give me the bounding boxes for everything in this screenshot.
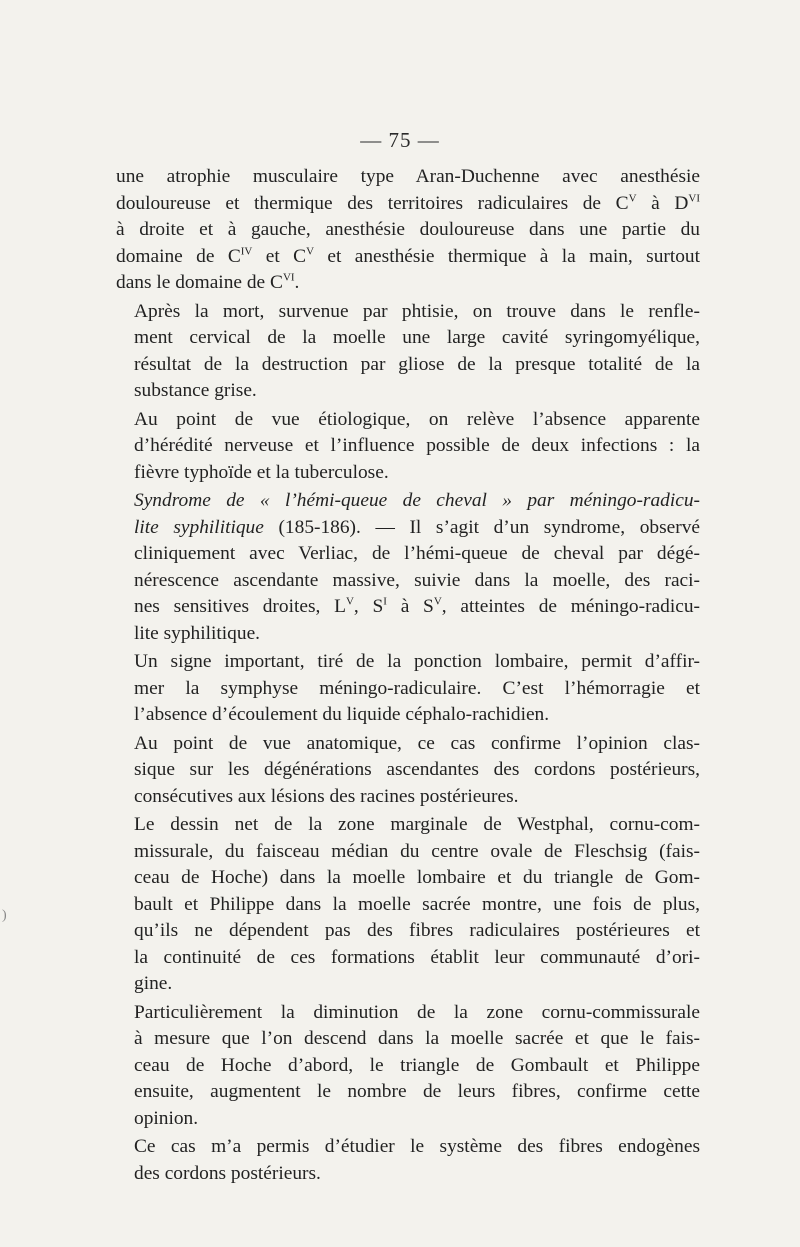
text-line: lite syphilitique (185-186). — Il s’agit d’un syndrome, observé bbox=[134, 516, 700, 538]
text-line: Après la mort, survenue par phtisie, on trouve dans le renfle- bbox=[134, 300, 700, 322]
text-line: à mesure que l’on descend dans la moelle sacrée et que le fais- bbox=[134, 1028, 700, 1049]
paragraph-1 bbox=[116, 164, 700, 297]
text-line: missurale, du faisceau médian du centre ovale de Fleschsig (fais- bbox=[134, 840, 700, 862]
paragraph-6 bbox=[116, 731, 700, 811]
paragraph-4 bbox=[116, 488, 700, 647]
text-line: Au point de vue étiologique, on relève l’absence apparente bbox=[134, 408, 700, 430]
text-line: dans le domaine de $C^{VI}$. bbox=[116, 271, 300, 293]
text-line: Le dessin net de la zone marginale de Westphal, cornu-com- bbox=[134, 814, 700, 835]
text-line: l’absence d’écoulement du liquide céphalo-rachidien. bbox=[134, 704, 550, 725]
text-line: lite syphilitique. bbox=[134, 622, 261, 644]
text-line: Particulièrement la diminution de la zone cornu-commissurale bbox=[134, 1001, 700, 1023]
text-line: ceau de Hoche) dans la moelle lombaire et du triangle de Gom- bbox=[134, 867, 700, 888]
paragraph-8 bbox=[116, 1000, 700, 1133]
text-line: Ce cas m’a permis d’étudier le système des fibres endogènes bbox=[134, 1136, 700, 1157]
text-line: ceau de Hoche d’abord, le triangle de Gombault et Philippe bbox=[134, 1054, 700, 1076]
text-line: résultat de la destruction par gliose de la presque totalité de la bbox=[134, 353, 700, 375]
text-line: douloureuse et thermique des territoires radiculaires de $C^V$ à $D^{VI}$ bbox=[116, 192, 700, 214]
text-line: opinion. bbox=[134, 1107, 199, 1129]
text-line: Au point de vue anatomique, ce cas confirme l’opinion clas- bbox=[134, 732, 700, 754]
text-line: une atrophie musculaire type Aran-Duchenne avec anesthésie bbox=[116, 166, 700, 187]
paragraph-9 bbox=[116, 1134, 700, 1187]
text-line: des cordons postérieurs. bbox=[134, 1162, 321, 1184]
text-line: cliniquement avec Verliac, de l’hémi-queue de cheval par dégé- bbox=[134, 543, 700, 564]
text-line: consécutives aux lésions des racines postérieures. bbox=[134, 785, 519, 807]
text-line: ment cervical de la moelle une large cavité syringomyélique, bbox=[134, 327, 700, 348]
text-line: bault et Philippe dans la moelle sacrée montre, une fois de plus, bbox=[134, 893, 700, 915]
text-line: ensuite, augmentent le nombre de leurs fibres, confirme cette bbox=[134, 1081, 700, 1102]
text-line: substance grise. bbox=[134, 380, 257, 401]
text-line: la continuité de ces formations établit leur communauté d’ori- bbox=[134, 946, 700, 968]
paragraph-7 bbox=[116, 812, 700, 998]
body-text bbox=[116, 164, 700, 1189]
text-line: nes sensitives droites, $L^V$, $S^I$ à $S^V$, atteintes de méningo-radicu- bbox=[134, 595, 700, 617]
paragraph-3 bbox=[116, 407, 700, 487]
text-line: Un signe important, tiré de la ponction lombaire, permit d’affir- bbox=[134, 651, 700, 672]
text-line: Syndrome de « l’hémi-queue de cheval » par méningo-radicu- bbox=[134, 490, 700, 511]
text-line: domaine de $C^{IV}$ et $C^V$ et anesthésie thermique à la main, surtout bbox=[116, 245, 701, 267]
text-line: sique sur les dégénérations ascendantes des cordons postérieurs, bbox=[134, 759, 700, 780]
text-line: d’hérédité nerveuse et l’influence possible de deux infections : la bbox=[134, 435, 700, 456]
page-number: — 75 — bbox=[360, 128, 440, 152]
paragraph-5 bbox=[116, 649, 700, 729]
text-line: gine. bbox=[134, 973, 173, 994]
text-line: fièvre typhoïde et la tuberculose. bbox=[134, 461, 389, 483]
paragraph-2 bbox=[116, 299, 700, 405]
text-line: à droite et à gauche, anesthésie douloureuse dans une partie du bbox=[116, 219, 700, 240]
margin-mark: ) bbox=[2, 908, 7, 923]
text-line: mer la symphyse méningo-radiculaire. C’est l’hémorragie et bbox=[134, 677, 700, 699]
text-line: qu’ils ne dépendent pas des fibres radiculaires postérieures et bbox=[134, 920, 700, 941]
text-line: nérescence ascendante massive, suivie dans la moelle, des raci- bbox=[134, 569, 700, 591]
